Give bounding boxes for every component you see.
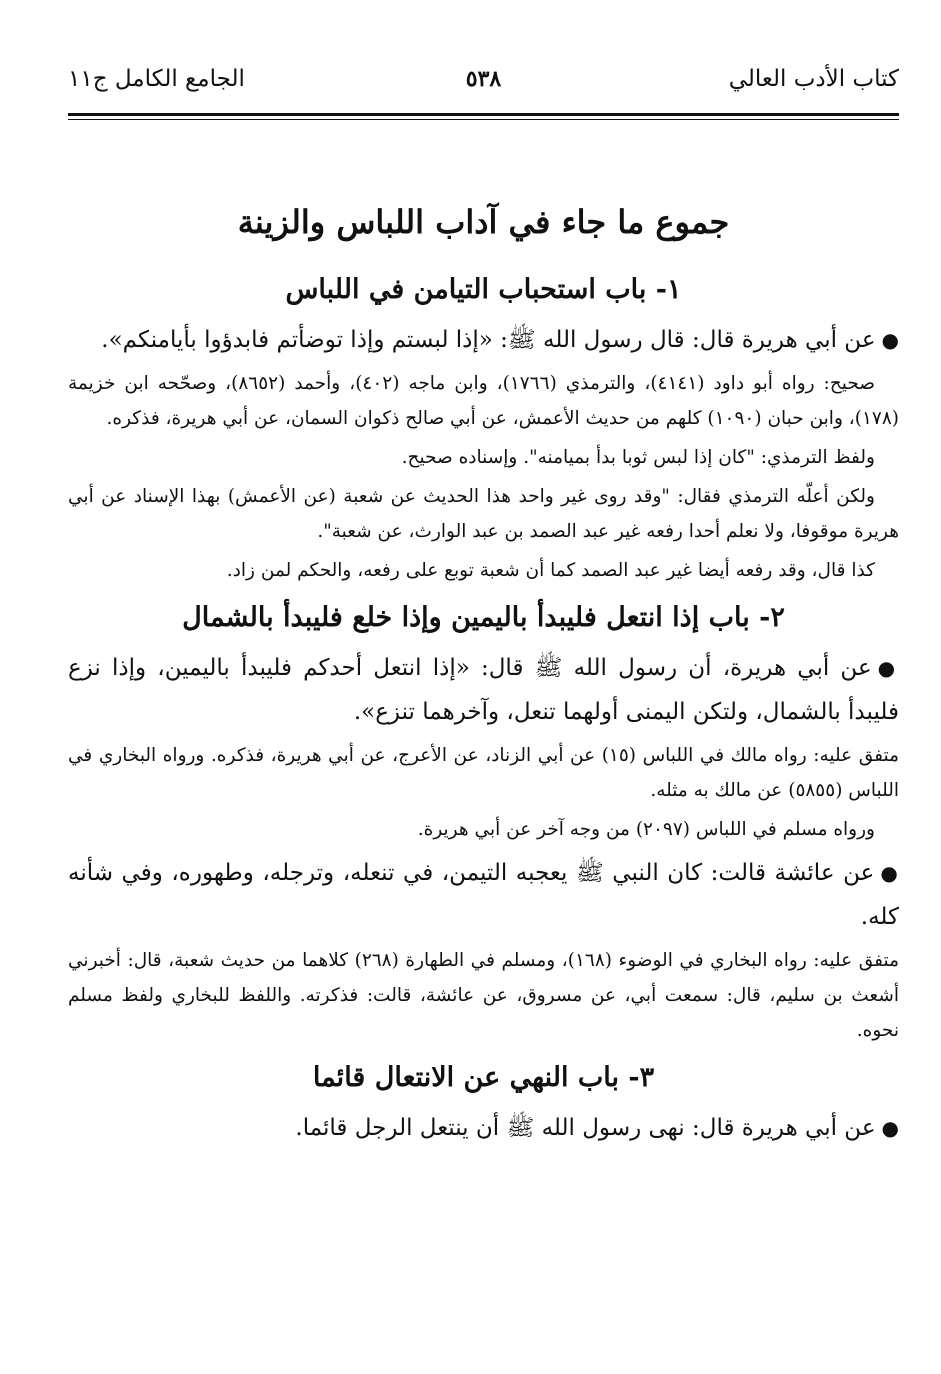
takhrij-note: ورواه مسلم في اللباس (٢٠٩٧) من وجه آخر عن أبي هريرة.: [417, 819, 875, 840]
hadith-text: ●عن عائشة قالت: كان النبي ﷺ يعجبه التيمن، في تنعله، وترجله، وطهوره، وفي شأنه كله.: [68, 860, 899, 930]
bullet-icon: ●: [877, 656, 899, 680]
takhrij-note: متفق عليه: رواه البخاري في الوضوء (١٦٨)، ومسلم في الطهارة (٢٦٨) كلاهما من حديث شعبة، قال: أخبرني أشعث بن سليم، قال: سمعت أبي، عن مسروق، عن عائشة، قالت: فذكرته. واللفظ للبخاري ولفظ مسلم نحوه.: [68, 950, 899, 1041]
bullet-icon: ●: [881, 1116, 899, 1140]
chapter-heading-2: ٢- باب إذا انتعل فليبدأ باليمين وإذا خلع فليبدأ بالشمال: [182, 602, 785, 633]
hadith-text: ●عن أبي هريرة قال: نهى رسول الله ﷺ أن ينتعل الرجل قائما.: [295, 1115, 899, 1141]
takhrij-note: صحيح: رواه أبو داود (٤١٤١)، والترمذي (١٧٦٦)، وابن ماجه (٤٠٢)، وأحمد (٨٦٥٢)، وصحّحه ابن خزيمة (١٧٨)، وابن حبان (١٠٩٠) كلهم من حديث الأعمش، عن أبي صالح ذكوان السمان، عن أبي هريرة، فذكره.: [68, 373, 899, 429]
bullet-icon: ●: [881, 328, 899, 352]
chapter-heading-3: ٣- باب النهي عن الانتعال قائما: [312, 1062, 655, 1093]
bullet-icon: ●: [880, 861, 899, 885]
page-number: ٥٣٨: [465, 66, 502, 92]
book-title: كتاب الأدب العالي: [728, 66, 899, 92]
page-header: [68, 58, 899, 102]
hadith-text: ●عن أبي هريرة، أن رسول الله ﷺ قال: «إذا انتعل أحدكم فليبدأ باليمين، وإذا نزع فليبدأ بالشمال، ولتكن اليمنى أولهما تنعل، وآخرهما تنزع».: [68, 655, 899, 725]
takhrij-note: ولكن أعلّه الترمذي فقال: "وقد روى غير واحد هذا الحديث عن شعبة (عن الأعمش) بهذا الإسناد عن أبي هريرة موقوفا، ولا نعلم أحدا رفعه غير عبد الصمد بن عبد الوارث، عن شعبة".: [68, 486, 899, 542]
header-rule-thin: [68, 119, 899, 120]
takhrij-note: متفق عليه: رواه مالك في اللباس (١٥) عن أبي الزناد، عن الأعرج، عن أبي هريرة، فذكره. ورواه البخاري في اللباس (٥٨٥٥) عن مالك به مثله.: [68, 745, 899, 801]
header-rule-thick: [68, 113, 899, 116]
page-body: [68, 200, 899, 1154]
takhrij-note: ولفظ الترمذي: "كان إذا لبس ثوبا بدأ بميامنه". وإسناده صحيح.: [401, 447, 875, 468]
takhrij-note: كذا قال، وقد رفعه أيضا غير عبد الصمد كما أن شعبة توبع على رفعه، والحكم لمن زاد.: [226, 560, 875, 581]
volume-label: الجامع الكامل ج١١: [68, 66, 245, 92]
chapter-heading-1: ١- باب استحباب التيامن في اللباس: [285, 274, 682, 305]
hadith-text: ●عن أبي هريرة قال: قال رسول الله ﷺ: «إذا لبستم وإذا توضأتم فابدؤوا بأيامنكم».: [101, 327, 899, 353]
page-title: جموع ما جاء في آداب اللباس والزينة: [237, 203, 730, 241]
